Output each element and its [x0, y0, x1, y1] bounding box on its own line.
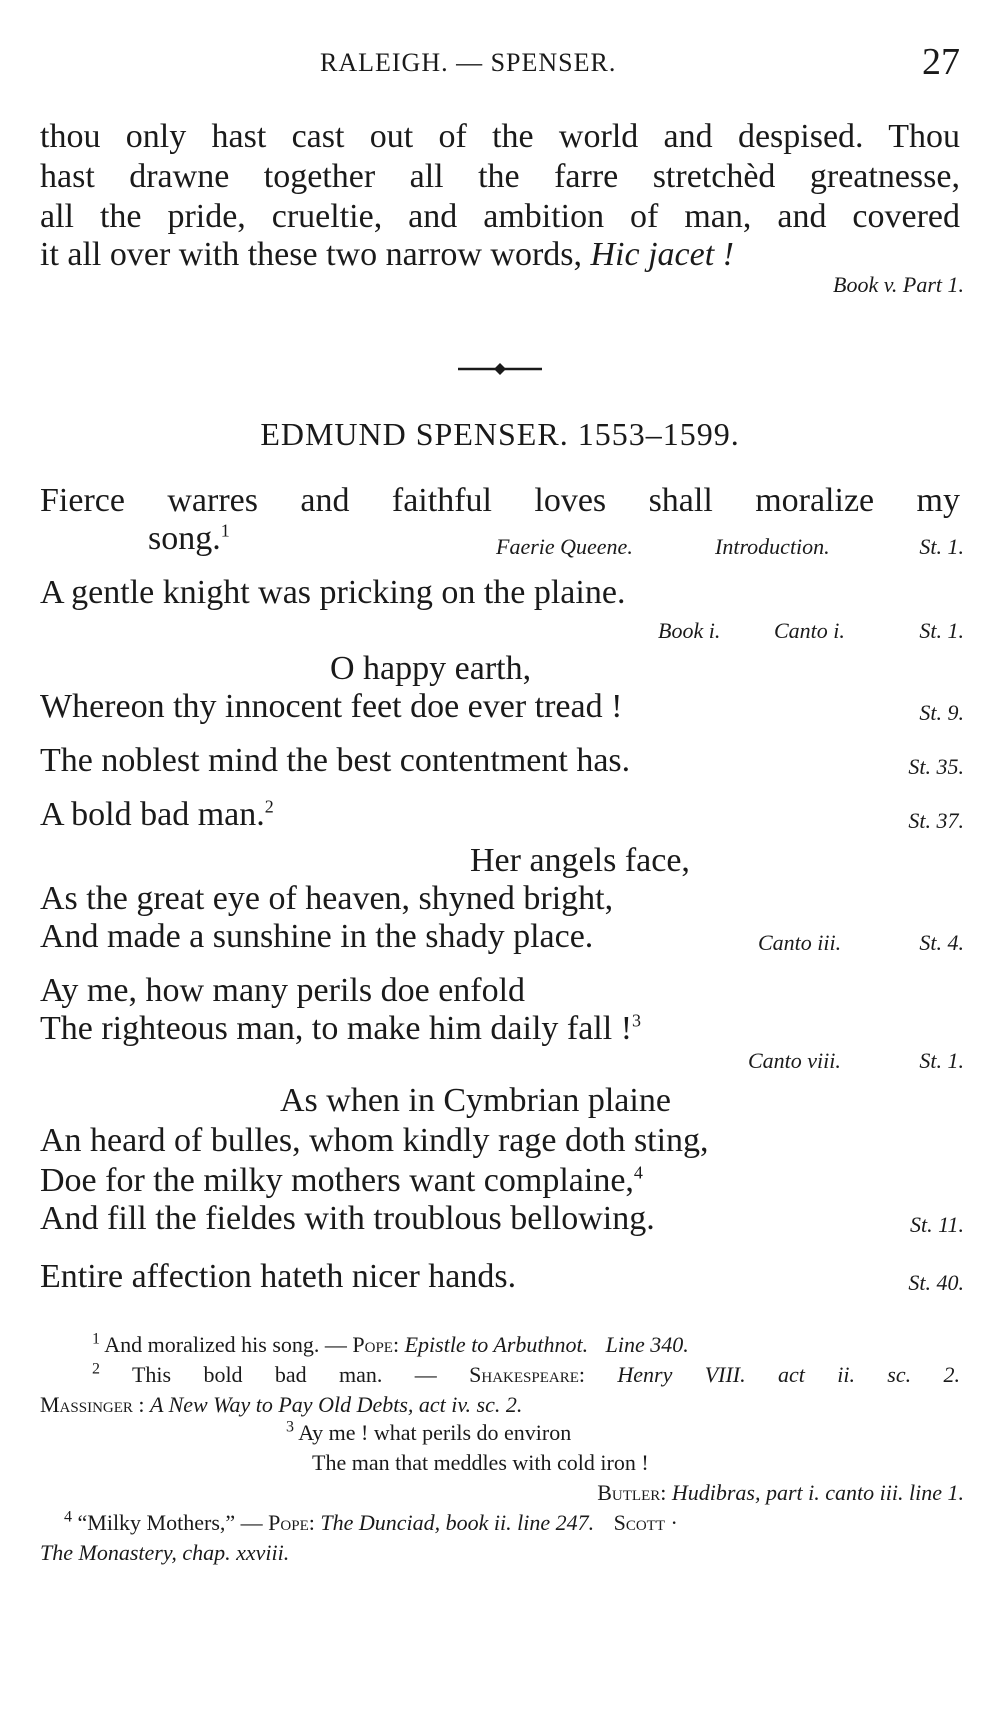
quote-8-line-1: As when in Cymbrian plaine: [280, 1082, 671, 1119]
footnote-4-author: Pope: [268, 1510, 309, 1535]
footnote-3-line-1: [286, 1420, 571, 1446]
raleigh-line-4: [40, 236, 734, 274]
raleigh-line-4-text: it all over with these two narrow words,: [40, 236, 582, 273]
section-ornament: [0, 357, 1000, 381]
raleigh-citation: Book v. Part 1.: [833, 272, 964, 297]
quote-9-cite: St. 40.: [908, 1270, 964, 1295]
footnote-1-author: Pope: [352, 1332, 393, 1357]
quote-7-line-1: Ay me, how many perils doe enfold: [40, 972, 526, 1009]
quote-6-line-3: And made a sunshine in the shady place.: [40, 918, 594, 955]
footnote-3-sep: :: [660, 1480, 667, 1505]
footnote-3-text-1: Ay me ! what perils do environ: [298, 1420, 572, 1445]
quote-3-line-2: Whereon thy innocent feet doe ever tread !: [40, 688, 623, 725]
footnote-2: [92, 1362, 960, 1388]
quote-5-line-1: [40, 796, 274, 834]
footnote-2b: [40, 1392, 522, 1418]
quote-7-cite-canto: Canto viii.: [748, 1048, 841, 1073]
footnote-4-author-2: Scott: [613, 1510, 666, 1535]
quote-1-cite-part: Introduction.: [715, 534, 830, 559]
raleigh-line-3: all the pride, crueltie, and ambition of man, and covered: [40, 198, 960, 235]
footnote-1: [92, 1332, 689, 1358]
footnote-ref-1: 1: [220, 520, 230, 541]
hic-jacet: Hic jacet !: [590, 236, 734, 273]
raleigh-line-2: hast drawne together all the farre stretchèd greatnesse,: [40, 158, 960, 195]
page-header: [0, 40, 1000, 90]
quote-3-cite: St. 9.: [919, 700, 964, 725]
quote-1-line-1: Fierce warres and faithful loves shall moralize my: [40, 482, 960, 519]
quote-8-line-3-text: Doe for the milky mothers want complaine,: [40, 1162, 634, 1199]
quote-7-cite-stanza: St. 1.: [919, 1048, 964, 1073]
ornament-divider-icon: [0, 357, 1000, 381]
footnote-2-work: Henry VIII. act ii. sc. 2.: [617, 1362, 960, 1387]
footnote-2b-author: Massinger: [40, 1392, 133, 1417]
footnote-ref-4: 4: [633, 1162, 643, 1183]
quote-2-cite-book: Book i.: [658, 618, 721, 643]
footnote-4-text: “Milky Mothers,” —: [77, 1510, 263, 1535]
quote-7-line-2: [40, 1010, 641, 1048]
footnote-3-author: Butler: [597, 1480, 661, 1505]
quote-4-cite: St. 35.: [908, 754, 964, 779]
footnote-4: [64, 1510, 678, 1536]
footnote-ref-2: 2: [264, 796, 274, 817]
quote-7-line-2-text: The righteous man, to make him daily fall !: [40, 1010, 633, 1047]
footnote-4-number: 4: [64, 1508, 72, 1526]
quote-1-cite-work: Faerie Queene.: [496, 534, 633, 559]
quote-2-cite-stanza: St. 1.: [919, 618, 964, 643]
footnote-1-sep: :: [392, 1332, 400, 1357]
quote-1-line-2: [148, 520, 230, 558]
footnote-2-number: 2: [92, 1360, 100, 1378]
footnote-1-text: And moralized his song. —: [104, 1332, 347, 1357]
quote-8-line-4: And fill the fieldes with troublous bellowing.: [40, 1200, 655, 1237]
footnote-3-source: [597, 1480, 964, 1506]
footnote-ref-3: 3: [632, 1010, 642, 1031]
quote-6-line-1: Her angels face,: [470, 842, 690, 879]
footnote-1-number: 1: [92, 1330, 100, 1348]
quote-5-line-1-text: A bold bad man.: [40, 796, 265, 833]
quote-1-line-2-text: song.: [148, 520, 221, 557]
footnote-4-sep-2: ·: [670, 1510, 678, 1535]
footnote-2-text: This bold bad man. —: [131, 1362, 437, 1387]
quote-6-line-2: As the great eye of heaven, shyned bright,: [40, 880, 614, 917]
quote-9-line-1: Entire affection hateth nicer hands.: [40, 1258, 517, 1295]
quote-8-line-2: An heard of bulles, whom kindly rage doth sting,: [40, 1122, 709, 1159]
quote-4-line-1: The noblest mind the best contentment has.: [40, 742, 631, 779]
section-heading: EDMUND SPENSER. 1553–1599.: [260, 416, 740, 452]
footnote-2-sep: :: [578, 1362, 586, 1387]
footnote-4-work-2: The Monastery, chap. xxviii.: [40, 1540, 290, 1565]
footnote-3-work: Hudibras, part i. canto iii. line 1.: [671, 1480, 964, 1505]
quote-3-line-1: O happy earth,: [330, 650, 532, 687]
footnote-1-work: Epistle to Arbuthnot.: [404, 1332, 589, 1357]
footnote-2-author: Shakespeare: [469, 1362, 579, 1387]
footnote-3-line-2: The man that meddles with cold iron !: [312, 1450, 649, 1475]
quote-8-cite: St. 11.: [910, 1212, 964, 1237]
footnote-3-number: 3: [286, 1418, 294, 1436]
footnote-4-sep: :: [308, 1510, 315, 1535]
running-head: RALEIGH. — SPENSER.: [320, 48, 617, 77]
quote-6-cite-canto: Canto iii.: [758, 930, 842, 955]
quote-6-cite-stanza: St. 4.: [919, 930, 964, 955]
quote-2-line-1: A gentle knight was pricking on the plaine.: [40, 574, 626, 611]
footnote-4-work: The Dunciad, book ii. line 247.: [320, 1510, 595, 1535]
quote-8-line-3: [40, 1162, 643, 1200]
raleigh-line-1: thou only hast cast out of the world and despised. Thou: [40, 118, 960, 155]
footnote-2b-sep: :: [138, 1392, 145, 1417]
footnote-1-line: Line 340.: [605, 1332, 689, 1357]
quote-1-cite-stanza: St. 1.: [919, 534, 964, 559]
footnote-2b-work: A New Way to Pay Old Debts, act iv. sc. 2.: [150, 1392, 523, 1417]
quote-2-cite-canto: Canto i.: [774, 618, 845, 643]
page-number: 27: [922, 41, 960, 83]
quote-5-cite: St. 37.: [908, 808, 964, 833]
